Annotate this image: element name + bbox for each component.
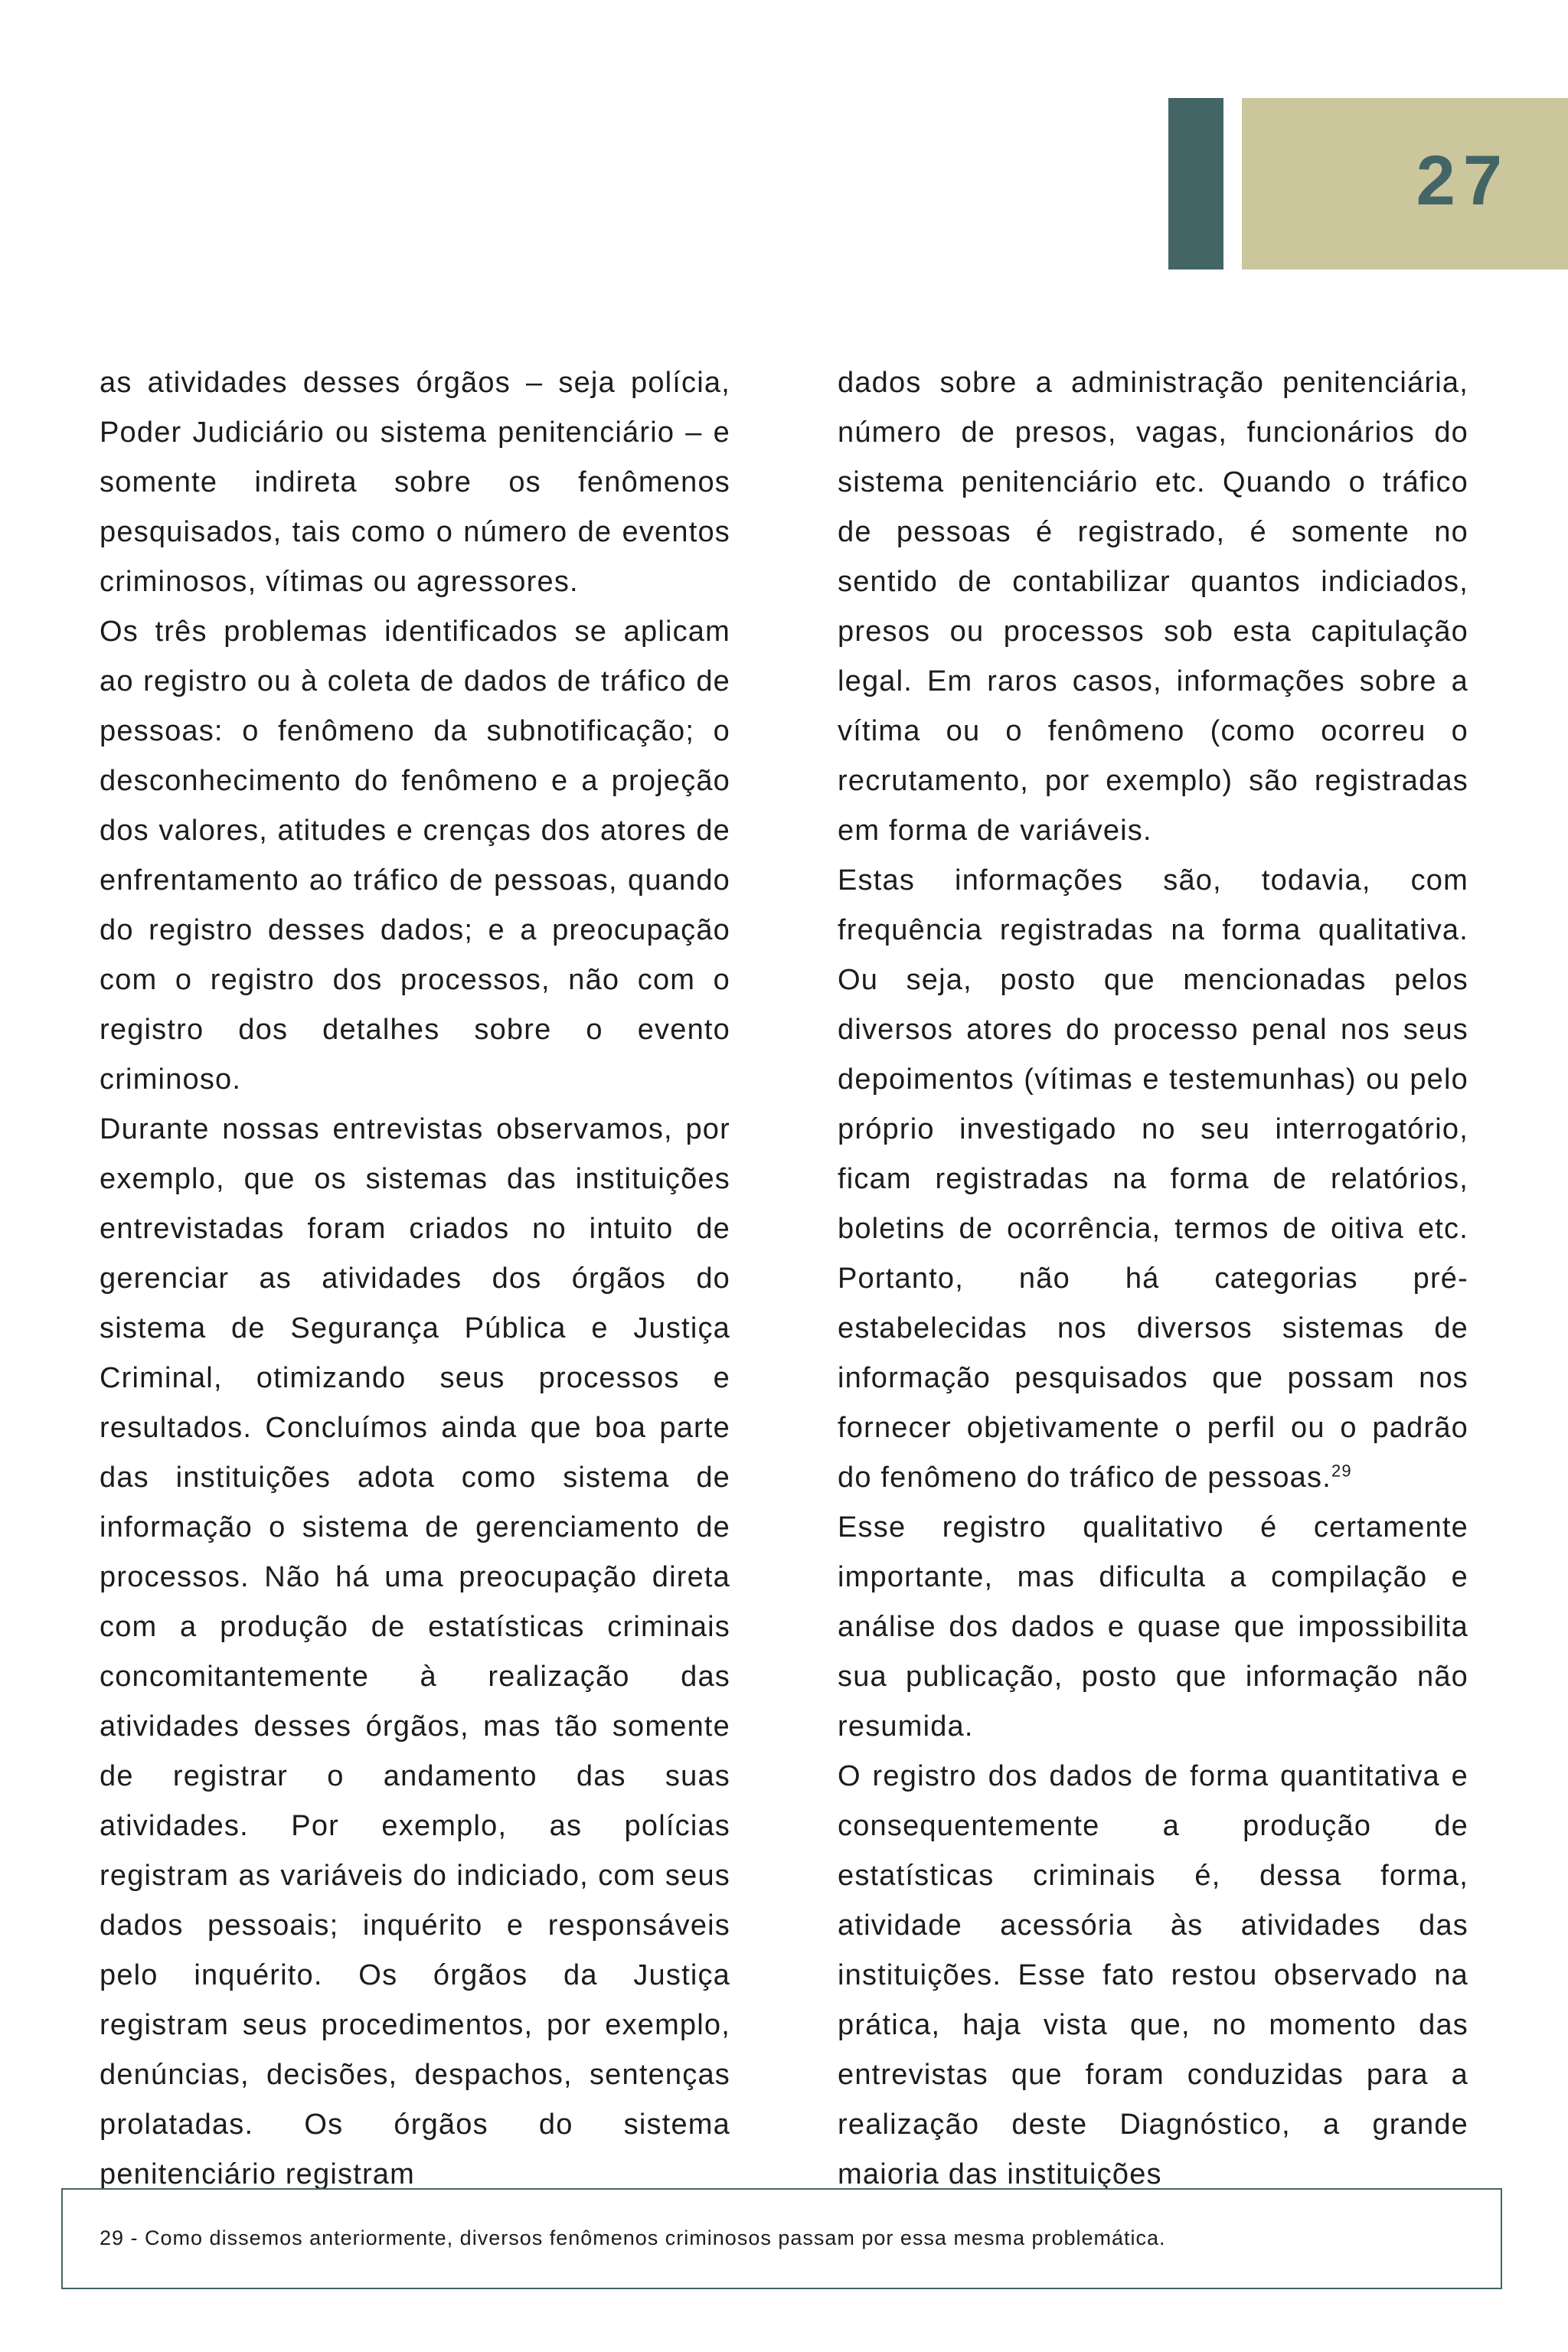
footnote-box: [61, 2188, 1502, 2289]
paragraph: Os três problemas identificados se aplicam ao registro ou à coleta de dados de tráfico de pessoas: o fenômeno da subnotificação; o desconhecimento do fenômeno e a projeção dos valores, atitudes e crenças dos atores de enfrentamento ao tráfico de pessoas, quando do registro desses dados; e a preocupação com o registro dos processos, não com o registro dos detalhes sobre o evento criminoso.: [100, 616, 730, 1096]
paragraph: Esse registro qualitativo é certamente importante, mas dificulta a compilação e análise dos dados e quase que impossibilita sua publicação, posto que informação não resumida.: [838, 1511, 1468, 1743]
footnote-text: 29 - Como dissemos anteriormente, diversos fenômenos criminosos passam por essa mesma problemática.: [100, 2226, 1166, 2249]
paragraph: O registro dos dados de forma quantitativa e consequentemente a produção de estatísticas criminais é, dessa forma, atividade acessória às atividades das instituições. Esse fato restou observado na prática, haja vista que, no momento das entrevistas que foram conduzidas para a realização deste Diagnóstico, a grande maioria das instituições: [838, 1760, 1468, 2190]
right-column: [838, 358, 1468, 2200]
paragraph: dados sobre a administração penitenciária, número de presos, vagas, funcionários do sistema penitenciário etc. Quando o tráfico de pessoas é registrado, é somente no sentido de contabilizar quantos indiciados, presos ou processos sob esta capitulação legal. Em raros casos, informações sobre a vítima ou o fenômeno (como ocorreu o recrutamento, por exemplo) são registradas em forma de variáveis.: [838, 367, 1468, 847]
paragraph: Durante nossas entrevistas observamos, por exemplo, que os sistemas das instituições entrevistadas foram criados no intuito de gerenciar as atividades dos órgãos do sistema de Segurança Pública e Justiça Criminal, otimizando seus processos e resultados. Concluímos ainda que boa parte das instituições adota como sistema de informação o sistema de gerenciamento de processos. Não há uma preocupação direta com a produção de estatísticas criminais concomitantemente à realização das atividades desses órgãos, mas tão somente de registrar o andamento das suas atividades. Por exemplo, as polícias registram as variáveis do indiciado, com seus dados pessoais; inquérito e responsáveis pelo inquérito. Os órgãos da Justiça registram seus procedimentos, por exemplo, denúncias, decisões, despachos, sentenças prolatadas. Os órgãos do sistema penitenciário registram: [100, 1113, 730, 2190]
paragraph-with-footnote: [838, 856, 1468, 1503]
page-number: 27: [1416, 142, 1510, 220]
header-accent-bar: [1168, 98, 1223, 270]
left-column: [100, 358, 730, 2200]
paragraph-text: Estas informações são, todavia, com frequência registradas na forma qualitativa. Ou seja, posto que mencionadas pelos diversos atores do processo penal nos seus depoimentos (vítimas e testemunhas) ou pelo próprio investigado no seu interrogatório, ficam registradas na forma de relatórios, boletins de ocorrência, termos de oitiva etc. Portanto, não há categorias pré-estabelecidas nos diversos sistemas de informação pesquisados que possam nos fornecer objetivamente o perfil ou o padrão do fenômeno do tráfico de pessoas.: [838, 864, 1468, 1494]
paragraph: as atividades desses órgãos – seja polícia, Poder Judiciário ou sistema penitenciário – e somente indireta sobre os fenômenos pesquisados, tais como o número de eventos criminosos, vítimas ou agressores.: [100, 367, 730, 598]
page-number-tab: [1242, 98, 1568, 270]
footnote-reference[interactable]: 29: [1331, 1461, 1352, 1481]
